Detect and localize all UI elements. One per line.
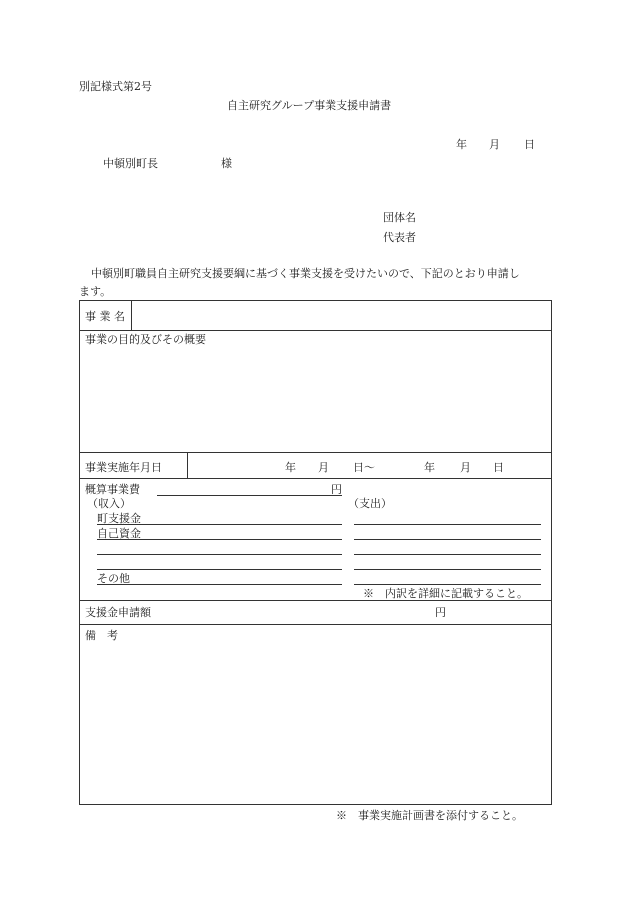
total-cost-label: 概算事業費 [85,483,140,496]
expense-line-4 [354,569,541,570]
row-divider-1 [80,330,551,331]
period-day-range: 日～ [353,461,375,474]
request-amount-label: 支援金申請額 [85,606,151,619]
row-divider-2 [80,452,551,453]
expense-line-3 [354,554,541,555]
application-table [79,300,552,805]
form-number: 別記様式第2号 [79,80,152,93]
total-cost-line [157,495,342,496]
date-month-label: 月 [489,138,500,151]
intro-line-2: ます。 [79,285,112,298]
period-divider [187,452,188,478]
period-month-2: 月 [460,461,471,474]
addressee: 中頓別町長 [103,157,158,170]
form-title: 自主研究グループ事業支援申請書 [227,99,392,112]
row-divider-4 [80,600,551,601]
row-divider-5 [80,624,551,625]
period-year-2: 年 [424,461,435,474]
income-line-1 [97,524,342,525]
project-name-label: 事 業 名 [85,310,125,323]
total-cost-yen: 円 [331,483,342,496]
expense-line-5 [354,584,541,585]
date-year-label: 年 [456,138,467,151]
expense-label: （支出） [348,497,392,510]
income-item-own-funds: 自己資金 [97,527,141,540]
remarks-label: 備 考 [85,629,118,642]
income-line-3 [97,554,342,555]
period-label: 事業実施年月日 [85,461,162,474]
income-line-2 [97,539,342,540]
expense-line-2 [354,539,541,540]
representative-label: 代表者 [383,231,416,244]
income-line-4 [97,569,342,570]
row-divider-3 [80,478,551,479]
income-label: （収入） [87,497,131,510]
expense-line-1 [354,524,541,525]
intro-line-1: 中頓別町職員自主研究支援要綱に基づく事業支援を受けたいので、下記のとおり申請し [91,267,520,280]
breakdown-note: ※ 内訳を詳細に記載すること。 [363,587,528,600]
honorific: 様 [221,157,232,170]
date-day-label: 日 [524,138,535,151]
group-name-label: 団体名 [383,211,416,224]
period-day-2: 日 [493,461,504,474]
income-item-subsidy: 町支援金 [97,512,141,525]
income-item-other: その他 [97,572,130,585]
request-amount-yen: 円 [435,606,446,619]
attachment-note: ※ 事業実施計画書を添付すること。 [336,809,523,822]
purpose-label: 事業の目的及びその概要 [85,333,206,346]
period-month-1: 月 [318,461,329,474]
income-line-5 [97,584,342,585]
project-name-divider [131,301,132,330]
period-year-1: 年 [285,461,296,474]
